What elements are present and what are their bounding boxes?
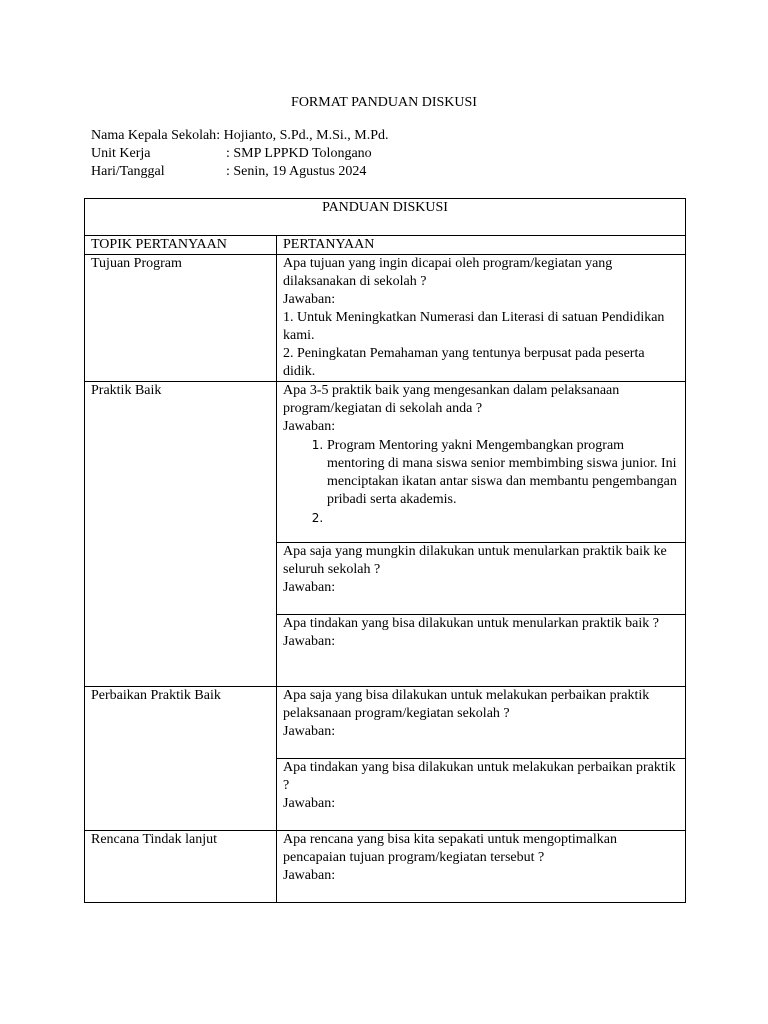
topic-cell: Praktik Baik: [85, 382, 277, 687]
question-text: Apa tujuan yang ingin dicapai oleh program/kegiatan yang dilaksanakan di sekolah ?: [283, 256, 613, 289]
table-row: [85, 382, 686, 543]
topic-cell: Rencana Tindak lanjut: [85, 831, 277, 903]
question-text: Apa tindakan yang bisa dilakukan untuk melakukan perbaikan praktik ?: [283, 760, 676, 793]
answer-label: Jawaban:: [283, 796, 336, 811]
answer-text: 2. Peningkatan Pemahaman yang tentunya berpusat pada peserta didik.: [283, 346, 645, 379]
list-item: 1. Program Mentoring yakni Mengembangkan program mentoring di mana siswa senior membimbing siswa junior. Ini menciptakan ikatan antar siswa dan membantu pengembangan pribadi serta akademis.: [327, 436, 679, 509]
meta-row-principal: [91, 127, 389, 145]
question-cell: [277, 255, 686, 382]
meta-value: : SMP LPPKD Tolongano: [226, 146, 372, 161]
table-title-row: [85, 199, 686, 236]
column-header-question: PERTANYAAN: [277, 236, 686, 255]
answer-label: Jawaban:: [283, 419, 336, 434]
document-title: FORMAT PANDUAN DISKUSI: [291, 95, 477, 110]
answer-label: Jawaban:: [283, 580, 336, 595]
question-cell: [277, 831, 686, 903]
table-row: [85, 831, 686, 903]
question-text: Apa saja yang mungkin dilakukan untuk menularkan praktik baik ke seluruh sekolah ?: [283, 544, 667, 577]
table-title: PANDUAN DISKUSI: [85, 199, 686, 236]
question-cell: [277, 687, 686, 759]
meta-value: : Hojianto, S.Pd., M.Si., M.Pd.: [216, 128, 389, 143]
question-cell: [277, 382, 686, 543]
question-text: Apa 3-5 praktik baik yang mengesankan dalam pelaksanaan program/kegiatan di sekolah anda ?: [283, 383, 620, 416]
answer-label: Jawaban:: [283, 292, 336, 307]
discussion-guide-table: [84, 198, 686, 903]
table-header-row: [85, 236, 686, 255]
meta-row-unit: [91, 145, 389, 163]
document-meta: [91, 127, 389, 181]
column-header-topic: TOPIK PERTANYAAN: [85, 236, 277, 255]
answer-label: Jawaban:: [283, 724, 336, 739]
answer-list: [283, 436, 679, 528]
question-cell: [277, 543, 686, 615]
question-cell: [277, 615, 686, 687]
answer-label: Jawaban:: [283, 868, 336, 883]
question-text: Apa tindakan yang bisa dilakukan untuk menularkan praktik baik ?: [283, 616, 659, 631]
meta-label: Hari/Tanggal: [91, 164, 165, 179]
list-item: [327, 509, 679, 528]
question-cell: [277, 759, 686, 831]
meta-value: : Senin, 19 Agustus 2024: [226, 164, 367, 179]
answer-label: Jawaban:: [283, 634, 336, 649]
meta-row-date: [91, 163, 389, 181]
question-text: Apa saja yang bisa dilakukan untuk melakukan perbaikan praktik pelaksanaan program/kegiatan sekolah ?: [283, 688, 650, 721]
table-row: [85, 255, 686, 382]
topic-cell: Perbaikan Praktik Baik: [85, 687, 277, 831]
meta-label: Unit Kerja: [91, 146, 151, 161]
question-text: Apa rencana yang bisa kita sepakati untuk mengoptimalkan pencapaian tujuan program/kegiatan tersebut ?: [283, 832, 617, 865]
topic-cell: Tujuan Program: [85, 255, 277, 382]
table-row: [85, 687, 686, 759]
meta-label: Nama Kepala Sekolah: [91, 128, 217, 143]
answer-text: 1. Untuk Meningkatkan Numerasi dan Literasi di satuan Pendidikan kami.: [283, 310, 665, 343]
